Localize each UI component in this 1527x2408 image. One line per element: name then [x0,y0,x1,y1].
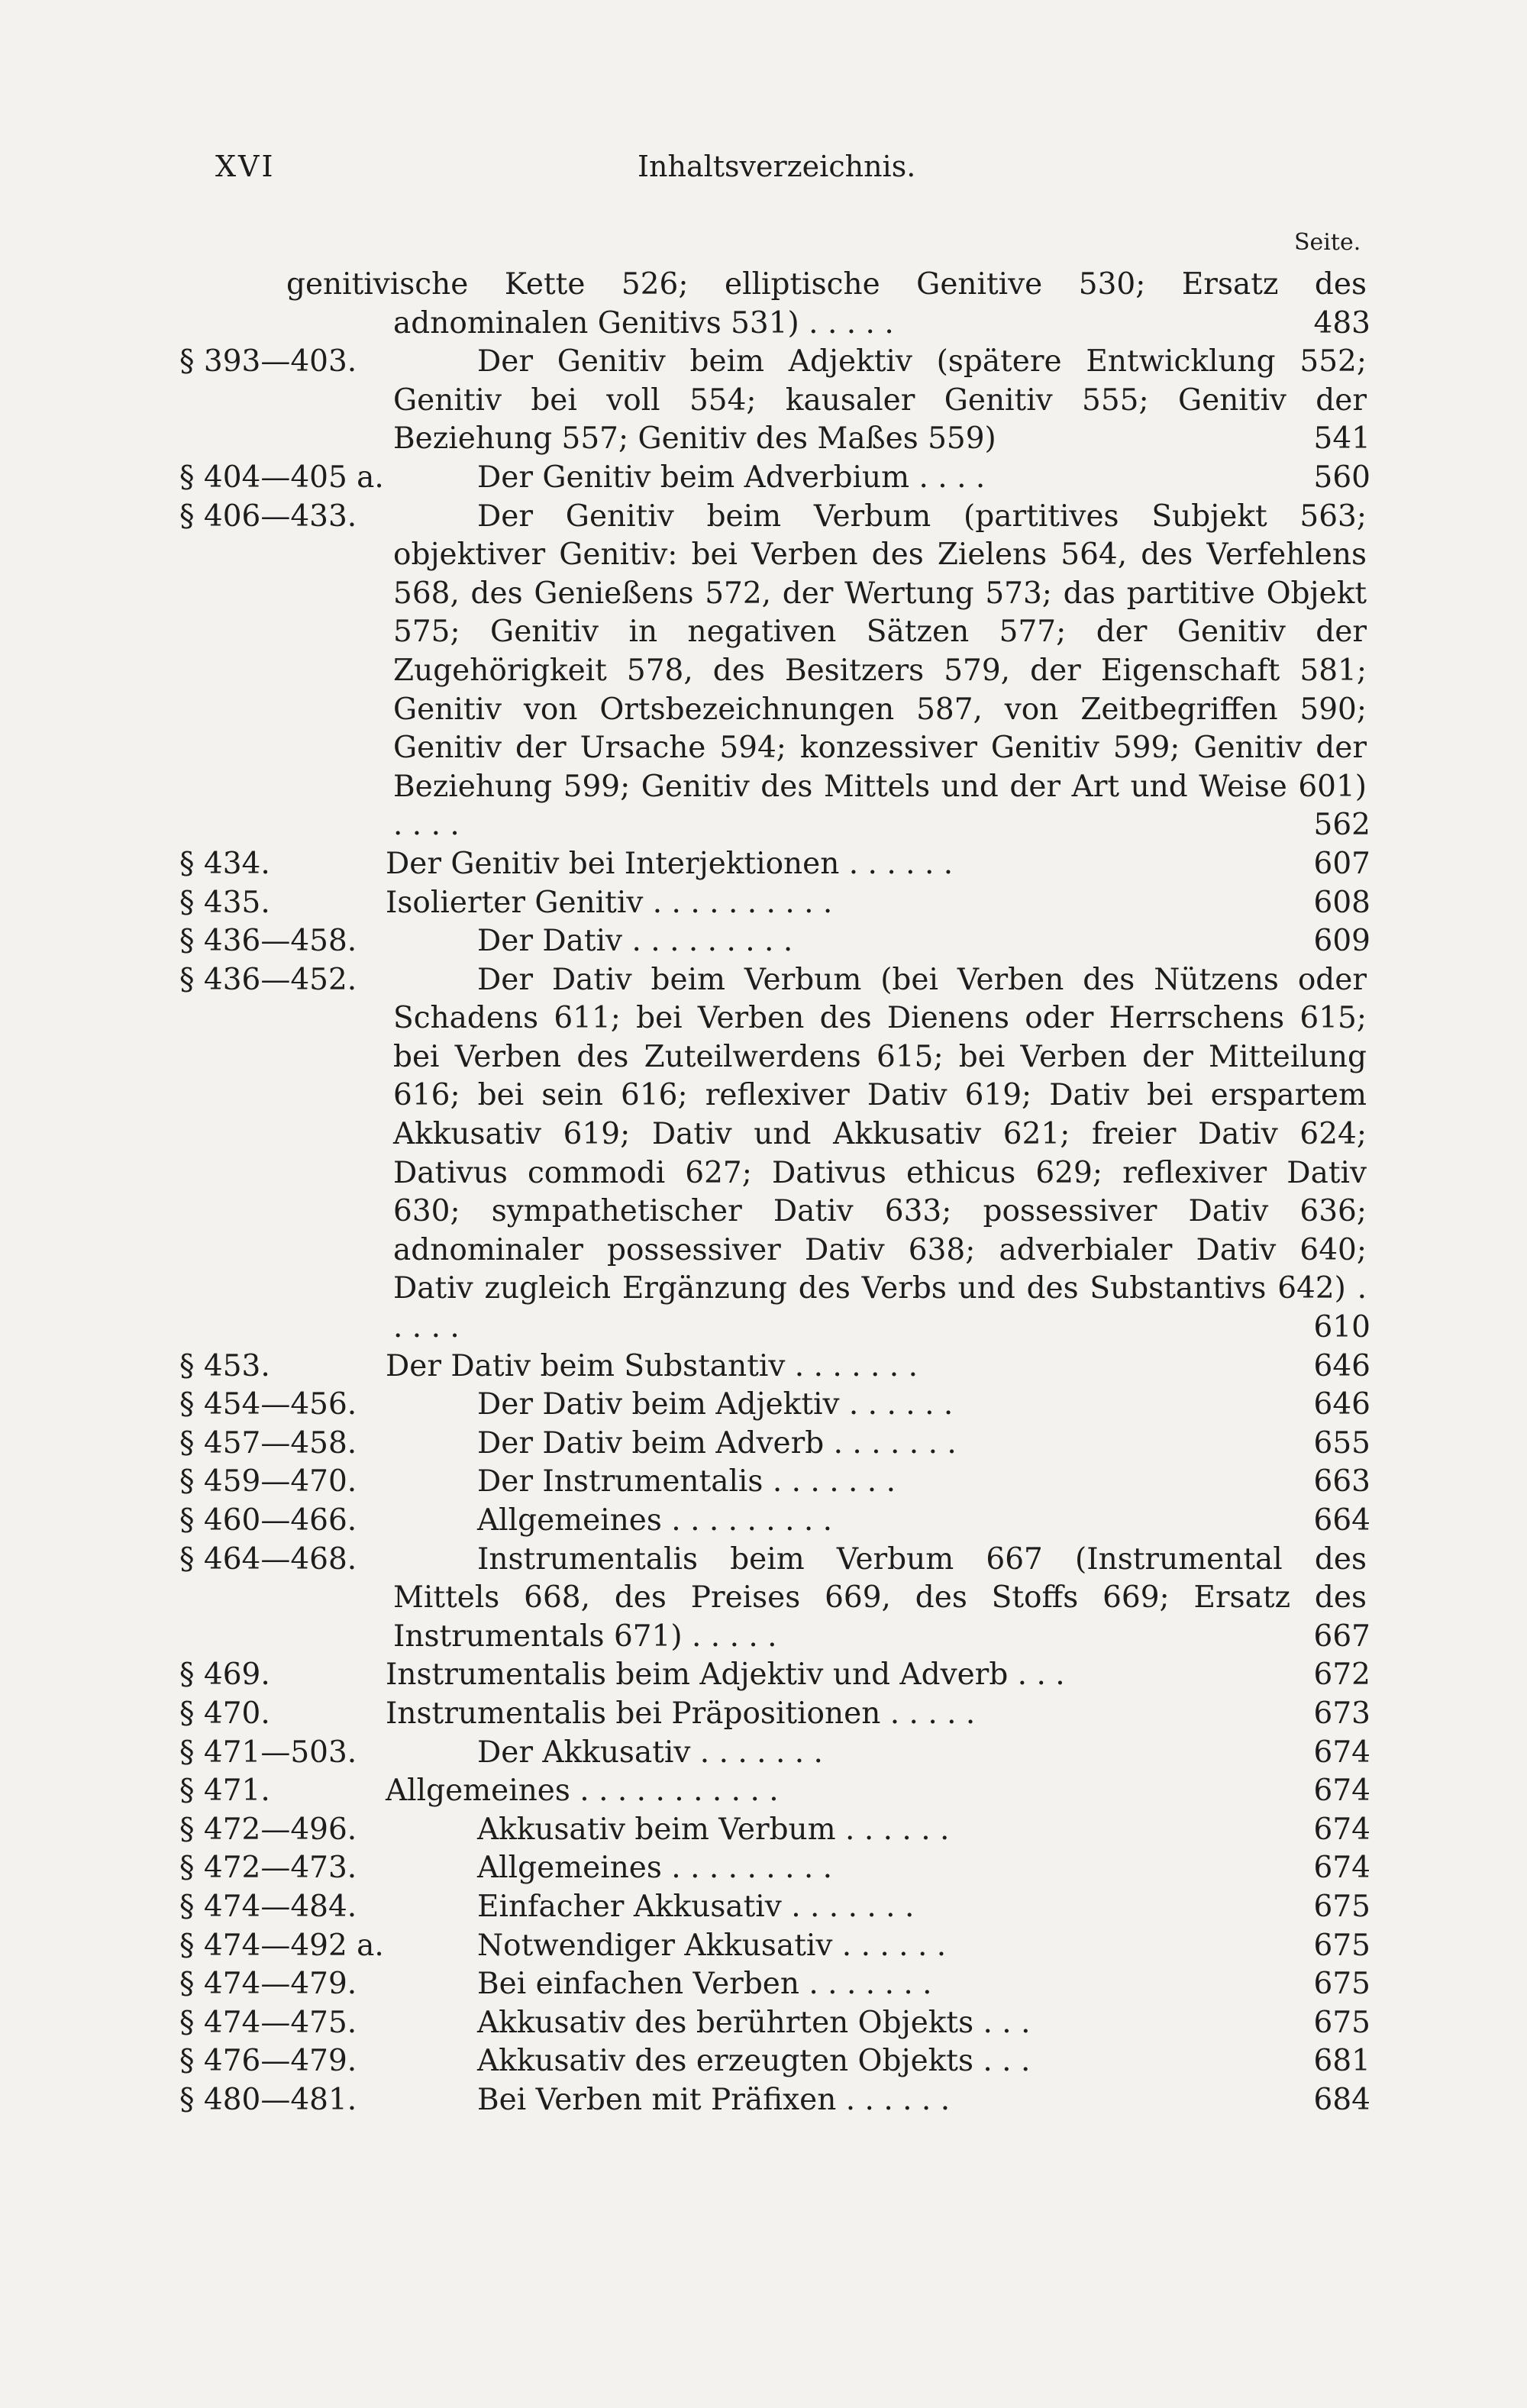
toc-entry [179,1695,1370,1734]
toc-entry-page: 663 [1313,1464,1370,1499]
toc-entry [179,2004,1370,2043]
toc-entry [179,961,1370,1348]
toc-entry-text [179,1386,1451,1425]
toc-entry-page: 562 [1313,808,1370,843]
toc-entry [179,1502,1370,1541]
toc-entry-text [179,884,1451,923]
toc-entry-description: Der Instrumentalis . . . . . . . [477,1464,896,1499]
toc-entry [179,1965,1370,2004]
toc-entry-page: 681 [1313,2044,1370,2079]
toc-entry-section: § 459—470. [179,1464,357,1499]
toc-entry-section: § 476—479. [179,2044,357,2079]
toc-entry-page: 674 [1313,1851,1370,1886]
toc-entry-description: Der Genitiv beim Adverbium . . . . [477,460,986,495]
toc-entry [179,1849,1370,1888]
toc-entry-text [179,459,1451,498]
toc-entry-description: Akkusativ beim Verbum . . . . . . [477,1812,950,1847]
toc-entry-page: 655 [1313,1425,1370,1461]
toc-entry-text [179,1734,1451,1773]
toc-entry-text [179,1927,1451,1966]
toc-entry-description: Der Akkusativ . . . . . . . [477,1735,823,1770]
toc-entry-text [179,1888,1451,1927]
toc-entry-text [179,1695,1451,1734]
page-title: Inhaltsverzeichnis. [638,150,916,183]
toc-entry-text [179,1348,1451,1386]
toc-entry-section: § 470. [179,1696,270,1731]
toc-entry-description: Der Genitiv beim Verbum (partitives Subjekt 563; objektiver Genitiv: bei Verben des Zielens 564, des Verfehlens 568, des Genießens 572, der Wertung 573; das partitive Objekt 575; Genitiv in negativen Sätzen 577; der Genitiv der Zugehörigkeit 578, des Besitzers 579, der Eigenschaft 581; Genitiv von Ortsbezeichnungen 587, von Zeitbegriffen 590; Genitiv der Ursache 594; konzessiver Genitiv 599; Genitiv der Beziehung 599; Genitiv des Mittels und der Art und Weise 601) . . . . [393,499,1367,843]
toc-entry-description: Der Dativ beim Adjektiv . . . . . . [477,1387,954,1422]
toc-entry-description: Der Dativ . . . . . . . . . [477,924,793,959]
page-header [0,150,1527,195]
toc-entry-page: 675 [1313,2005,1370,2040]
toc-entry-text: genitivische Kette 526; elliptische Genitive 530; Ersatz des adnominalen Genitivs 531) . . . . . [286,267,1367,341]
toc-entry-page: 674 [1313,1774,1370,1809]
toc-entry-description: Der Dativ beim Verbum (bei Verben des Nützens oder Schadens 611; bei Verben des Dienens oder Herrschens 615; bei Verben des Zuteilwerdens 615; bei Verben der Mitteilung 616; bei sein 616; reflexiver Dativ 619; Dativ bei erspartem Akkusativ 619; Dativ und Akkusativ 621; freier Dativ 624; Dativus commodi 627; Dativus ethicus 629; reflexiver Dativ 630; sympathetischer Dativ 633; possessiver Dativ 636; adnominaler possessiver Dativ 638; adverbialer Dativ 640; Dativ zugleich Ergänzung des Verbs und des Substantivs 642) . . . . . [393,962,1367,1345]
toc-entry [179,1656,1370,1695]
toc-entry-section: § 472—473. [179,1851,357,1886]
toc-entry-section: § 474—479. [179,1967,357,2002]
toc-entry [179,459,1370,498]
toc-entry-page: 667 [1313,1619,1370,1654]
toc-entry-page: 675 [1313,1928,1370,1963]
toc-entry [179,2042,1370,2081]
toc-entry-section: § 435. [179,885,270,920]
toc-entry-text [179,1849,1451,1888]
toc-entry-section: § 436—452. [179,962,357,997]
toc-entry-description: Der Dativ beim Substantiv . . . . . . . [386,1348,918,1383]
toc-entry [179,1811,1370,1850]
toc-entry-page: 608 [1313,885,1370,920]
toc-entry [179,1386,1370,1425]
toc-entry-page: 674 [1313,1812,1370,1847]
toc-entry-description: Bei Verben mit Präfixen . . . . . . [477,2082,951,2117]
toc-entry-description: Instrumentalis beim Adjektiv und Adverb . . . [386,1658,1065,1693]
toc-entry-text [179,343,1451,459]
toc-entry [286,266,1370,343]
toc-entry-page: 664 [1313,1503,1370,1538]
page-number: XVI [215,150,276,183]
toc-entry-description: Einfacher Akkusativ . . . . . . . [477,1889,915,1924]
toc-entry [179,1463,1370,1502]
toc-entry-page: 560 [1313,460,1370,495]
toc-entry [179,1425,1370,1464]
toc-entry-text [179,961,1451,1348]
toc-entry-description: Isolierter Genitiv . . . . . . . . . . [386,885,833,920]
toc-entry-description: Allgemeines . . . . . . . . . . . [386,1774,779,1809]
toc-entry [179,922,1370,961]
toc-entry-page: 646 [1313,1387,1370,1422]
toc-entry-section: § 393—403. [179,344,357,379]
toc-entry-section: § 404—405 a. [179,460,384,495]
toc-entry-section: § 457—458. [179,1425,357,1461]
toc-entry-text [179,2004,1451,2043]
toc-entry [179,498,1370,845]
toc-entry-section: § 436—458. [179,924,357,959]
toc-entry-text [179,1772,1451,1811]
toc-entry-description: Der Dativ beim Adverb . . . . . . . [477,1425,957,1461]
toc-entry-text [179,1463,1451,1502]
toc-entry-text [179,2042,1451,2081]
toc-entry-page: 684 [1313,2082,1370,2117]
toc-entry [179,1541,1370,1657]
toc-entry-description: Der Genitiv beim Adjektiv (spätere Entwicklung 552; Genitiv bei voll 554; kausaler Genitiv 555; Genitiv der Beziehung 557; Genitiv des Maßes 559) [393,344,1367,457]
toc-entry-description: Notwendiger Akkusativ . . . . . . [477,1928,947,1963]
toc-entry-text [179,1541,1451,1657]
toc-entry-description: Instrumentalis beim Verbum 667 (Instrumental des Mittels 668, des Preises 669, des Stoffs 669; Ersatz des Instrumentals 671) . . . . . [393,1541,1367,1654]
toc-entry-section: § 460—466. [179,1503,357,1538]
toc-entry-section: § 480—481. [179,2082,357,2117]
toc-entry-text [179,2081,1451,2120]
toc-entry-text [179,1811,1451,1850]
toc-entry-text [179,1656,1451,1695]
toc-entry-text [179,845,1451,884]
toc-entry-description: Instrumentalis bei Präpositionen . . . . . [386,1696,976,1731]
toc-entry-section: § 472—496. [179,1812,357,1847]
toc-entry-page: 673 [1313,1696,1370,1731]
toc-entry-text [179,498,1451,845]
toc-entry-section: § 471. [179,1774,270,1809]
toc-entry-text [179,1425,1451,1464]
toc-entry-description: Allgemeines . . . . . . . . . [477,1503,833,1538]
toc-entry-page: 610 [1313,1310,1370,1345]
toc-entry-page: 646 [1313,1348,1370,1383]
toc-entry [179,1888,1370,1927]
table-of-contents [179,266,1370,2120]
toc-entry-section: § 464—468. [179,1541,357,1577]
toc-entry [179,1734,1370,1773]
toc-entry-section: § 453. [179,1348,270,1383]
toc-entry-section: § 471—503. [179,1735,357,1770]
toc-entry-description: Akkusativ des berührten Objekts . . . [477,2005,1031,2040]
toc-entry-text [179,1965,1451,2004]
toc-entry-section: § 434. [179,846,270,881]
column-label-page: Seite. [1294,229,1361,256]
toc-entry [179,343,1370,459]
toc-entry-description: Akkusativ des erzeugten Objekts . . . [477,2044,1031,2079]
toc-entry [179,884,1370,923]
toc-entry-page: 483 [1313,305,1370,341]
toc-entry [179,1772,1370,1811]
toc-entry [179,2081,1370,2120]
toc-entry-section: § 474—484. [179,1889,357,1924]
toc-entry-section: § 454—456. [179,1387,357,1422]
toc-entry [179,845,1370,884]
toc-entry-page: 609 [1313,924,1370,959]
toc-entry-description: Allgemeines . . . . . . . . . [477,1851,833,1886]
toc-entry [179,1348,1370,1386]
toc-entry-page: 675 [1313,1889,1370,1924]
toc-entry-section: § 474—492 a. [179,1928,384,1963]
toc-entry-page: 672 [1313,1658,1370,1693]
toc-entry-section: § 469. [179,1658,270,1693]
toc-entry-page: 541 [1313,421,1370,457]
toc-entry-section: § 406—433. [179,499,357,534]
toc-entry-page: 674 [1313,1735,1370,1770]
toc-entry-text [179,1502,1451,1541]
toc-entry-description: Der Genitiv bei Interjektionen . . . . . . [386,846,954,881]
toc-entry-page: 675 [1313,1967,1370,2002]
toc-entry-page: 607 [1313,846,1370,881]
toc-entry-description: Bei einfachen Verben . . . . . . . [477,1967,932,2002]
toc-entry-text [179,922,1451,961]
toc-entry-section: § 474—475. [179,2005,357,2040]
toc-entry [179,1927,1370,1966]
